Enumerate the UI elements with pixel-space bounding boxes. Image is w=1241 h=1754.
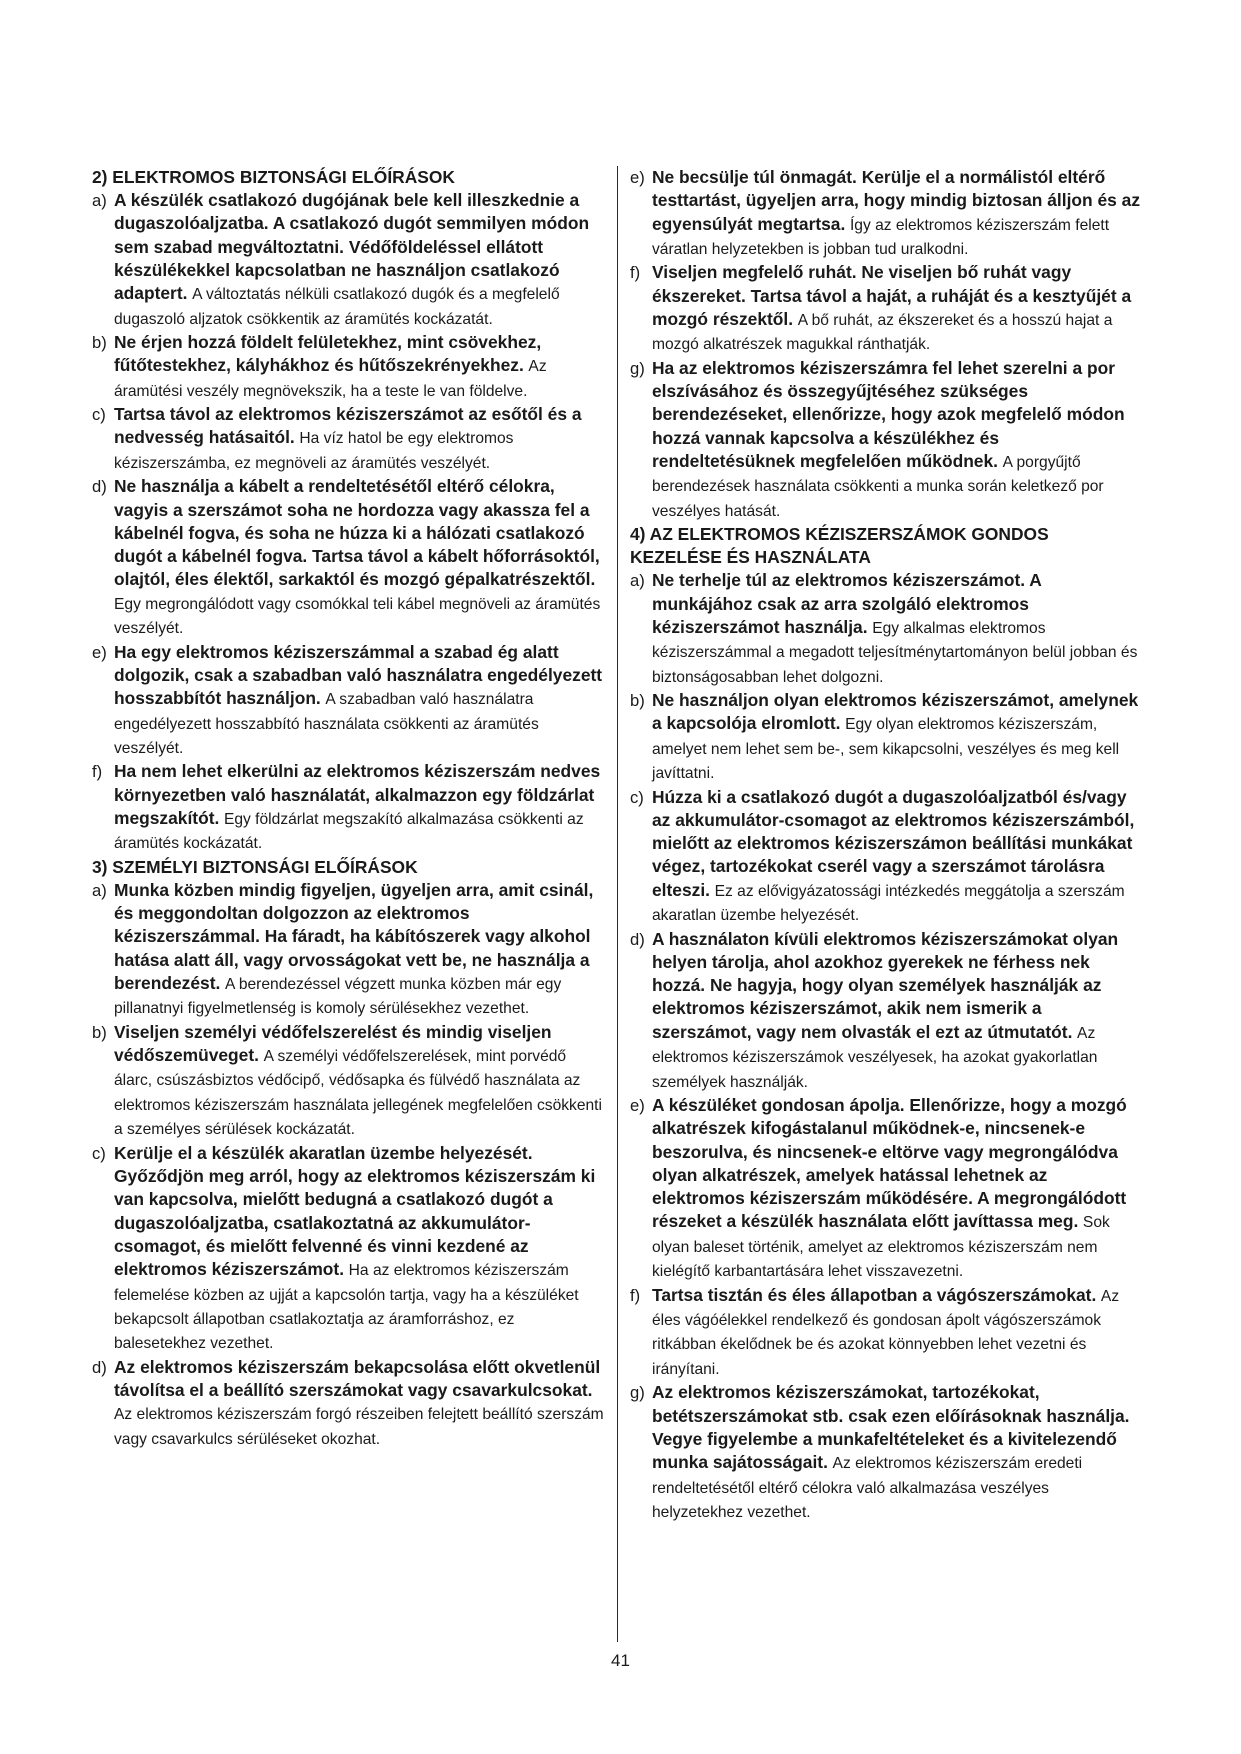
list-item — [92, 1356, 604, 1451]
item-bold-text: A készülék csatlakozó dugójának bele kell illeszkednie a dugaszolóaljzatba. A csatlakozó dugót semmilyen módon sem szabad megváltoztatni. Védőföldeléssel ellátott készülékekkel kapcsolatban ne használjon csatlakozó adaptert. — [114, 190, 590, 304]
item-text — [652, 1094, 1142, 1284]
item-text — [114, 1142, 604, 1356]
section-heading: 4) AZ ELEKTROMOS KÉZISZERSZÁMOK GONDOS KEZELÉSE ÉS HASZNÁLATA — [630, 524, 1049, 568]
item-label: d) — [92, 477, 107, 497]
item-normal-text: Így az elektromos kéziszerszám felett váratlan helyzetekben is jobban tud uralkodni. — [652, 216, 1110, 258]
item-normal-text: Az elektromos kéziszerszámok veszélyesek, ha azokat gyakorlatlan személyek használják. — [652, 1024, 1098, 1091]
item-normal-text: Az áramütési veszély megnövekszik, ha a teste le van földelve. — [114, 358, 547, 400]
item-bold-text: Tartsa tisztán és éles állapotban a vágószerszámokat. — [652, 1284, 1097, 1305]
item-bold-text: Ne érjen hozzá földelt felületekhez, mint csövekhez, fűtőtestekhez, kályhákhoz és hűtőszekrényekhez. — [114, 332, 542, 376]
section-personal-safety — [92, 856, 604, 1451]
item-label: f) — [630, 1285, 641, 1305]
item-bold-text: Tartsa távol az elektromos kéziszerszámot az esőtől és a nedvesség hatásaitól. — [114, 404, 582, 448]
item-text — [652, 357, 1142, 523]
item-text — [114, 189, 604, 331]
list-item — [630, 928, 1142, 1094]
item-bold-text: Ne használja a kábelt a rendeltetésétől eltérő célokra, vagyis a szerszámot soha ne hordozza vagy akassza fel a kábelnél fogva, és soha ne húzza ki a hálózati csatlakozó dugót a kábelnél fogva. Tartsa távol a kábelt hőforrásoktól, olajtól, éles élektől, sarkaktól és mozgó gépalkatrészektől. — [114, 476, 600, 590]
item-label: f) — [92, 762, 103, 782]
item-label: b) — [92, 1022, 107, 1042]
item-normal-text: Az elektromos kéziszerszám forgó részeiben felejtett beállító szerszám vagy csavarkulcs sérüléseket okozhat. — [114, 1406, 604, 1448]
item-text — [652, 569, 1142, 689]
item-normal-text: Sok olyan baleset történik, amelyet az elektromos kéziszerszám nem kielégítő karbantartására lehet visszavezetni. — [652, 1214, 1110, 1281]
item-label: b) — [92, 333, 107, 352]
item-bold-text: Munka közben mindig figyeljen, ügyeljen arra, amit csinál, és meggondoltan dolgozzon az elektromos kéziszerszámmal. Ha fáradt, ha kábítószerek vagy alkohol hatása alatt áll, vagy orvosságokat vett be, ne használja a berendezést. — [114, 879, 594, 993]
item-bold-text: Húzza ki a csatlakozó dugót a dugaszolóaljzatból és/vagy az akkumulátor-csomagot az elektromos kéziszerszámból, mielőtt az elektromos kéziszerszámon beállítási munkákat végez, tartozékokat cserél vagy a szerszámot tárolásra elteszi. — [652, 786, 1135, 900]
list-item — [630, 786, 1142, 928]
item-text — [652, 928, 1142, 1094]
list-item — [630, 569, 1142, 689]
list-item — [92, 403, 604, 475]
section-tool-use-care — [630, 523, 1142, 1524]
item-label: g) — [630, 358, 645, 378]
item-text — [114, 641, 604, 761]
list-item — [630, 261, 1142, 356]
item-text — [114, 403, 604, 475]
item-text — [114, 475, 604, 640]
left-column — [92, 166, 604, 1451]
list-item — [92, 189, 604, 331]
item-bold-text: Ne becsülje túl önmagát. Kerülje el a normálistól eltérő testtartást, ügyeljen arra, hogy mindig biztosan álljon és az egyensúlyát megtartsa. — [652, 167, 1141, 234]
item-normal-text: A porgyűjtő berendezések használata csökkenti a munka során keletkező por veszélyes hatását. — [652, 454, 1104, 520]
item-text — [114, 760, 604, 855]
section-heading: 3) SZEMÉLYI BIZTONSÁGI ELŐÍRÁSOK — [92, 856, 418, 877]
item-text — [652, 786, 1142, 928]
item-label: d) — [630, 929, 645, 949]
item-normal-text: A berendezéssel végzett munka közben már egy pillanatnyi figyelmetlenség is komoly sérülésekhez vezethet. — [114, 975, 562, 1018]
item-bold-text: Ne terhelje túl az elektromos kéziszerszámot. A munkájához csak az arra szolgáló elektromos kéziszerszámot használja. — [652, 570, 1042, 637]
list-item — [630, 1094, 1142, 1284]
item-text — [114, 879, 604, 1021]
item-text — [652, 1284, 1142, 1382]
item-text — [114, 1356, 604, 1451]
list-item — [630, 357, 1142, 523]
item-normal-text: Ez az elővigyázatossági intézkedés meggátolja a szerszám akaratlan üzembe helyezését. — [652, 882, 1125, 925]
item-text — [114, 1021, 604, 1142]
section-personal-safety-continued — [630, 166, 1142, 523]
item-normal-text: A személyi védőfelszerelések, mint porvédő álarc, csúszásbiztos védőcipő, védősapka és fülvédő használata az elektromos kéziszerszám használata jellegének megfelelően csökkenti a személyes sérülések kockázatát. — [114, 1048, 602, 1139]
section-heading: 2) ELEKTROMOS BIZTONSÁGI ELŐÍRÁSOK — [92, 167, 455, 187]
list-item — [92, 641, 604, 761]
item-normal-text: Az éles vágóélekkel rendelkező és gondosan ápolt vágószerszámok ritkábban ékelődnek be és azokat könnyebben lehet vezetni és irányítani. — [652, 1287, 1120, 1378]
list-item — [92, 879, 604, 1021]
item-normal-text: Ha víz hatol be egy elektromos kéziszerszámba, ez megnöveli az áramütés veszélyét. — [114, 430, 514, 472]
item-bold-text: A használaton kívüli elektromos kéziszerszámokat olyan helyen tárolja, ahol azokhoz gyerekek ne férhess nek hozzá. Ne hagyja, hogy olyan személyek használják az elektromos kéziszerszámot, akik nem ismerik a szerszámot, vagy nem olvasták el ezt az útmutatót. — [652, 928, 1119, 1042]
item-normal-text: A bő ruhát, az ékszereket és a hosszú hajat a mozgó alkatrészek magukkal ránthatják. — [652, 312, 1113, 354]
list-item — [630, 1284, 1142, 1382]
item-bold-text: Kerülje el a készülék akaratlan üzembe helyezését. Győződjön meg arról, hogy az elektromos kéziszerszám ki van kapcsolva, mielőtt bedugná a csatlakozó dugót a dugaszolóaljzatba, csatlakoztatná az akkumulátor-csomagot, és mielőtt felvenné és vinni kezdené az elektromos kéziszerszámot. — [114, 1142, 596, 1280]
item-normal-text: A változtatás nélküli csatlakozó dugók és a megfelelő dugaszoló aljzatok csökkentik az áramütés kockázatát. — [114, 286, 560, 328]
item-normal-text: Egy megrongálódott vagy csomókkal teli kábel megnöveli az áramütés veszélyét. — [114, 595, 601, 638]
column-divider — [617, 166, 618, 1642]
item-normal-text: Egy olyan elektromos kéziszerszám, amelyet nem lehet sem be-, sem kikapcsolni, veszélyes és meg kell javíttatni. — [652, 716, 1120, 783]
list-item — [92, 760, 604, 855]
item-bold-text: Viseljen személyi védőfelszerelést és mindig viseljen védőszemüveget. — [114, 1021, 552, 1066]
item-label: a) — [92, 191, 107, 210]
list-item — [92, 1021, 604, 1142]
item-bold-text: Ha az elektromos kéziszerszámra fel lehet szerelni a por elszívásához és összegyűjtéséhez szükséges berendezéseket, ellenőrizze, hogy azok megfelelő módon hozzá vannak kapcsolva a készülékhez és rendeltetésüknek megfelelően működnek. — [652, 357, 1125, 471]
item-label: f) — [630, 263, 641, 283]
list-item — [630, 689, 1142, 786]
item-label: a) — [630, 571, 645, 591]
item-bold-text: Az elektromos kéziszerszám bekapcsolása előtt okvetlenül távolítsa el a beállító szerszámokat vagy csavarkulcsokat. — [114, 1356, 601, 1401]
item-text — [652, 166, 1142, 261]
item-label: e) — [630, 1095, 645, 1115]
item-label: c) — [92, 1143, 106, 1163]
page-number: 41 — [611, 1651, 630, 1670]
item-label: g) — [630, 1383, 645, 1403]
item-text — [652, 261, 1142, 356]
item-bold-text: Az elektromos kéziszerszámokat, tartozékokat, betétszerszámokat stb. csak ezen előírásoknak használja. Vegye figyelembe a munkafeltételeket és a kivitelezendő munka sajátosságait. — [652, 1382, 1130, 1473]
item-normal-text: A szabadban való használatra engedélyezett hosszabbító használata csökkenti az áramütés veszélyét. — [114, 691, 539, 757]
item-label: c) — [630, 787, 644, 807]
list-item — [92, 475, 604, 640]
item-normal-text: Ha az elektromos kéziszerszám felemelése közben az ujját a kapcsolón tartja, vagy ha a készüléket bekapcsolt állapotban csatlakoztatja az áramforráshoz, ez balesetekhez vezethet. — [114, 1262, 579, 1353]
item-bold-text: Ha egy elektromos kéziszerszámmal a szabad ég alatt dolgozik, csak a szabadban való használatra engedélyezett hosszabbítót használjon. — [114, 641, 603, 709]
section-electrical-safety — [92, 166, 604, 856]
right-column — [630, 166, 1142, 1524]
item-text — [114, 331, 604, 403]
item-label: b) — [630, 691, 645, 711]
item-label: e) — [92, 642, 107, 662]
item-text — [652, 689, 1142, 786]
item-text — [652, 1381, 1142, 1524]
list-item — [92, 1142, 604, 1356]
item-label: d) — [92, 1357, 107, 1377]
list-item — [630, 1381, 1142, 1524]
item-bold-text: A készüléket gondosan ápolja. Ellenőrizze, hogy a mozgó alkatrészek kifogástalanul működnek-e, nincsenek-e beszorulva, és nincsenek-e eltörve vagy megrongálódva olyan alkatrészek, amelyek hatással lehetnek az elektromos kéziszerszám működésére. A megrongálódott részeket a készülék használata előtt javíttassa meg. — [652, 1094, 1127, 1232]
item-bold-text: Ha nem lehet elkerülni az elektromos kéziszerszám nedves környezetben való használatát, alkalmazzon egy földzárlat megszakítót. — [114, 761, 601, 828]
item-bold-text: Viseljen megfelelő ruhát. Ne viseljen bő ruhát vagy ékszereket. Tartsa távol a haját, a ruháját és a kesztyűjét a mozgó részektől. — [652, 262, 1132, 329]
list-item — [630, 166, 1142, 261]
item-normal-text: Az elektromos kéziszerszám eredeti rendeltetésétől eltérő célokra való alkalmazása veszélyes helyzetekhez vezethet. — [652, 1455, 1083, 1521]
item-label: a) — [92, 880, 107, 900]
list-item — [92, 331, 604, 403]
item-normal-text: Egy alkalmas elektromos kéziszerszámmal a megadott teljesítménytartományon belül jobban és biztonságosabban lehet dolgozni. — [652, 619, 1138, 686]
item-label: c) — [92, 405, 106, 425]
item-label: e) — [630, 168, 645, 187]
item-normal-text: Egy földzárlat megszakító alkalmazása csökkenti az áramütés kockázatát. — [114, 810, 584, 853]
item-bold-text: Ne használjon olyan elektromos kéziszerszámot, amelynek a kapcsolója elromlott. — [652, 690, 1139, 734]
